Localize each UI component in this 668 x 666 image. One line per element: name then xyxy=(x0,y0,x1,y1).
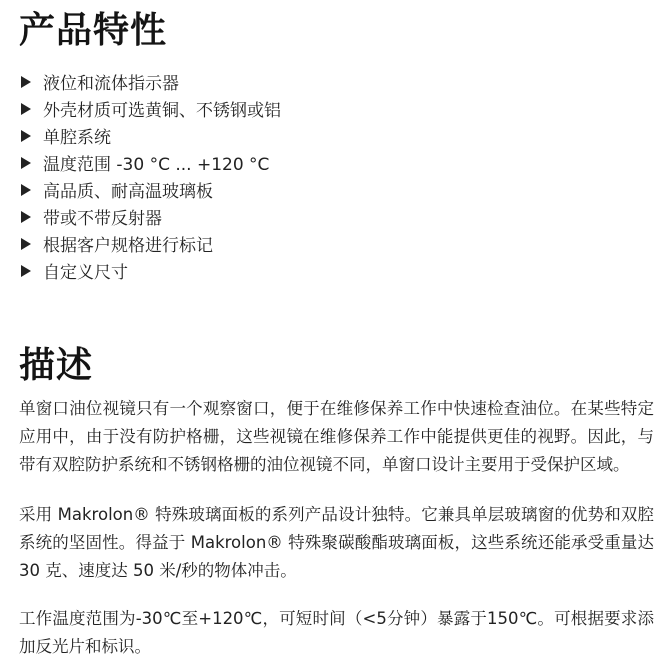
feature-text: 自定义尺寸 xyxy=(43,263,128,283)
triangle-bullet-icon xyxy=(21,184,31,196)
feature-text: 单腔系统 xyxy=(43,128,111,148)
feature-item xyxy=(19,230,654,257)
feature-text: 外壳材质可选黄铜、不锈钢或铝 xyxy=(43,101,281,121)
feature-item xyxy=(19,122,654,149)
feature-item xyxy=(19,95,654,122)
triangle-bullet-icon xyxy=(21,130,31,142)
description-heading: 描述 xyxy=(19,345,94,386)
triangle-bullet-icon xyxy=(21,211,31,223)
features-list xyxy=(19,68,654,284)
feature-item xyxy=(19,176,654,203)
feature-item xyxy=(19,149,654,176)
feature-text: 带或不带反射器 xyxy=(43,209,162,229)
description-paragraph: 单窗口油位视镜只有一个观察窗口，便于在维修保养工作中快速检查油位。在某些特定应用中，由于没有防护格栅，这些视镜在维修保养工作中能提供更佳的视野。因此，与带有双腔防护系统和不锈钢格栅的油位视镜不同，单窗口设计主要用于受保护区域。 xyxy=(19,399,654,474)
triangle-bullet-icon xyxy=(21,157,31,169)
feature-item xyxy=(19,68,654,95)
feature-text: 根据客户规格进行标记 xyxy=(43,236,213,256)
description-paragraph: 采用 Makrolon® 特殊玻璃面板的系列产品设计独特。它兼具单层玻璃窗的优势和双腔系统的坚固性。得益于 Makrolon® 特殊聚碳酸酯玻璃面板，这些系统还能承受重量达 30 克、速度达 50 米/秒的物体冲击。 xyxy=(19,505,654,580)
feature-text: 高品质、耐高温玻璃板 xyxy=(43,182,213,202)
feature-text: 液位和流体指示器 xyxy=(43,74,179,94)
triangle-bullet-icon xyxy=(21,103,31,115)
feature-item xyxy=(19,257,654,284)
description-paragraph: 工作温度范围为-30℃至+120℃，可短时间（<5分钟）暴露于150℃。可根据要求添加反光片和标识。 xyxy=(19,609,654,656)
features-heading: 产品特性 xyxy=(19,10,168,51)
triangle-bullet-icon xyxy=(21,238,31,250)
feature-text: 温度范围 -30 °C ... +120 °C xyxy=(43,155,270,175)
triangle-bullet-icon xyxy=(21,76,31,88)
triangle-bullet-icon xyxy=(21,265,31,277)
feature-item xyxy=(19,203,654,230)
